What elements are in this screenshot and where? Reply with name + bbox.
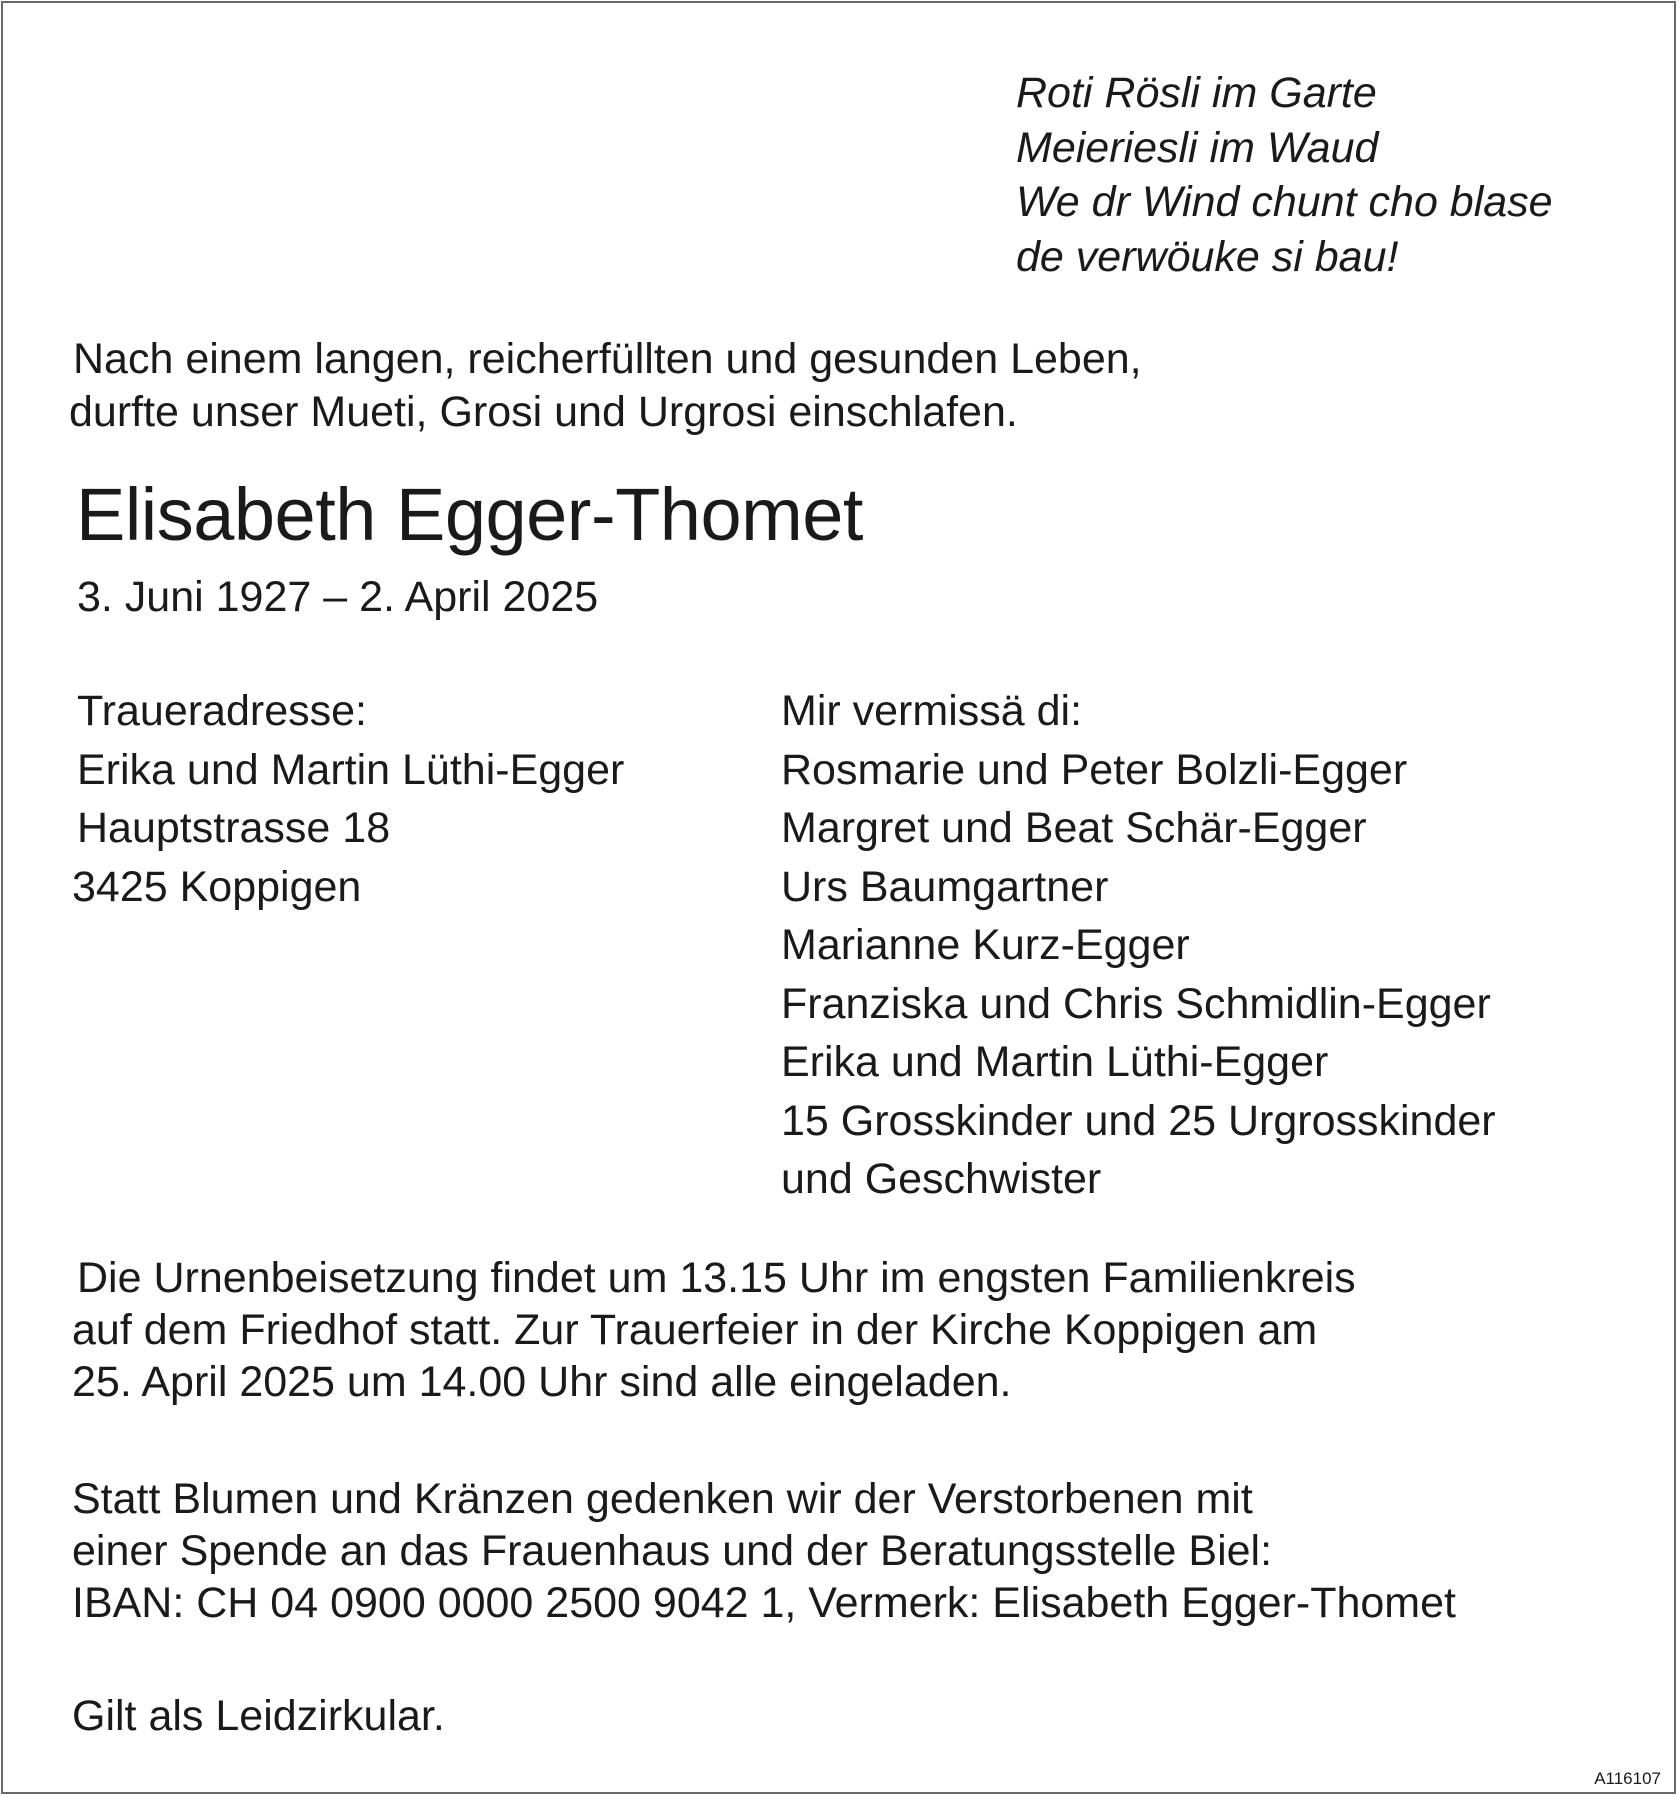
mourners-list — [781, 682, 1496, 1209]
closing-note: Gilt als Leidzirkular. — [72, 1692, 445, 1740]
poem-line: Roti Rösli im Garte — [1016, 69, 1377, 117]
mourner-line: Margret und Beat Schär-Egger — [781, 804, 1367, 852]
mourner-line: Rosmarie und Peter Bolzli-Egger — [781, 745, 1408, 794]
reference-code: A116107 — [1594, 1769, 1661, 1788]
donation-info — [72, 1473, 1456, 1629]
poem-line: Meieriesli im Waud — [1016, 123, 1379, 172]
address-heading: Traueradresse: — [77, 687, 367, 735]
intro-line: durfte unser Mueti, Grosi und Urgrosi einschlafen. — [69, 387, 1018, 436]
mourner-line: Urs Baumgartner — [781, 862, 1109, 911]
intro-text — [69, 333, 1142, 438]
mourners-heading: Mir vermissä di: — [781, 687, 1083, 735]
donation-line: Statt Blumen und Kränzen gedenken wir der Verstorbenen mit — [72, 1475, 1253, 1523]
mourner-line: 15 Grosskinder und 25 Urgrosskinder — [781, 1096, 1496, 1145]
ceremony-info — [72, 1252, 1356, 1408]
ceremony-line: Die Urnenbeisetzung findet um 13.15 Uhr im engsten Familienkreis — [77, 1254, 1356, 1302]
ceremony-line: 25. April 2025 um 14.00 Uhr sind alle eingeladen. — [72, 1358, 1012, 1406]
poem-line: de verwöuke si bau! — [1016, 232, 1399, 281]
ceremony-line: auf dem Friedhof statt. Zur Trauerfeier in der Kirche Koppigen am — [72, 1306, 1318, 1354]
deceased-name: Elisabeth Egger-Thomet — [76, 473, 863, 556]
address-line: Erika und Martin Lüthi-Egger — [77, 745, 625, 794]
donation-line: einer Spende an das Frauenhaus und der Beratungsstelle Biel: — [72, 1527, 1273, 1575]
mourner-line: und Geschwister — [781, 1155, 1102, 1203]
poem-verse — [1016, 66, 1553, 284]
intro-line: Nach einem langen, reicherfüllten und gesunden Leben, — [73, 335, 1142, 383]
mourner-line: Franziska und Chris Schmidlin-Egger — [781, 979, 1491, 1028]
address-line: 3425 Koppigen — [72, 862, 362, 911]
mourner-line: Erika und Martin Lüthi-Egger — [781, 1038, 1329, 1086]
poem-line: We dr Wind chunt cho blase — [1016, 178, 1553, 226]
iban-line: IBAN: CH 04 0900 0000 2500 9042 1, Vermerk: Elisabeth Egger-Thomet — [72, 1579, 1456, 1627]
mourning-address — [72, 682, 625, 916]
mourner-line: Marianne Kurz-Egger — [781, 921, 1190, 969]
life-dates: 3. Juni 1927 – 2. April 2025 — [77, 573, 599, 621]
address-line: Hauptstrasse 18 — [77, 804, 391, 852]
